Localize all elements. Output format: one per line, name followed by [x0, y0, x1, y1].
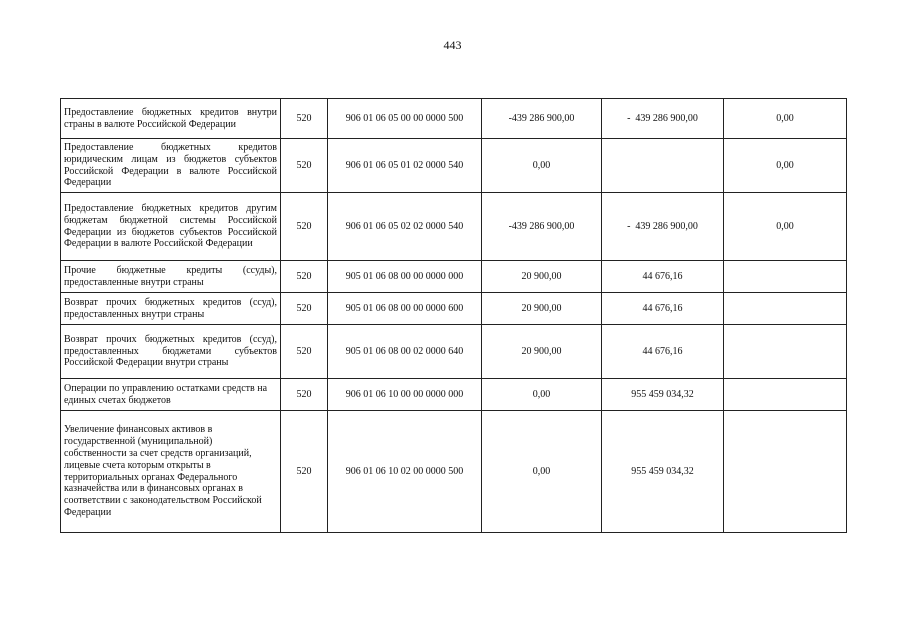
table-row [61, 379, 847, 411]
row-value-2-cell: 955 459 034,32 [602, 411, 724, 533]
row-code-cell: 520 [281, 99, 328, 139]
row-value-3-cell [724, 379, 847, 411]
row-value-2-cell [602, 139, 724, 193]
row-kbk-cell: 905 01 06 08 00 00 0000 000 [328, 261, 482, 293]
row-code-cell: 520 [281, 139, 328, 193]
row-value-3-cell [724, 325, 847, 379]
table-row [61, 139, 847, 193]
row-kbk-cell: 906 01 06 05 02 02 0000 540 [328, 193, 482, 261]
row-name-cell: Предоставление бюджетных кредитов юридическим лицам из бюджетов субъектов Российской Федерации в валюте Российской Федерации [61, 139, 281, 193]
row-kbk-cell: 905 01 06 08 00 02 0000 640 [328, 325, 482, 379]
row-value-2-cell: 955 459 034,32 [602, 379, 724, 411]
row-name-cell: Предоставлеиие бюджетных кредитов внутри страны в валюте Российской Федерации [61, 99, 281, 139]
row-value-1-cell: 0,00 [482, 139, 602, 193]
row-name-cell: Операции по управлению остатками средств на единых счетах бюджетов [61, 379, 281, 411]
row-code-cell: 520 [281, 411, 328, 533]
row-value-3-cell [724, 261, 847, 293]
row-value-1-cell: 20 900,00 [482, 261, 602, 293]
row-value-2-cell: 44 676,16 [602, 325, 724, 379]
row-kbk-cell: 906 01 06 10 00 00 0000 000 [328, 379, 482, 411]
row-value-3-cell: 0,00 [724, 193, 847, 261]
row-kbk-cell: 905 01 06 08 00 00 0000 600 [328, 293, 482, 325]
row-value-2-cell: - 439 286 900,00 [602, 99, 724, 139]
row-code-cell: 520 [281, 293, 328, 325]
row-value-1-cell: -439 286 900,00 [482, 99, 602, 139]
table-row [61, 411, 847, 533]
table-row [61, 293, 847, 325]
row-name-cell: Возврат прочих бюджетных кредитов (ссуд), предоставленных внутри страны [61, 293, 281, 325]
row-value-1-cell: 0,00 [482, 411, 602, 533]
row-code-cell: 520 [281, 261, 328, 293]
row-value-1-cell: 20 900,00 [482, 325, 602, 379]
table-row [61, 99, 847, 139]
row-value-1-cell: -439 286 900,00 [482, 193, 602, 261]
row-code-cell: 520 [281, 325, 328, 379]
row-code-cell: 520 [281, 379, 328, 411]
row-kbk-cell: 906 01 06 10 02 00 0000 500 [328, 411, 482, 533]
row-value-3-cell: 0,00 [724, 139, 847, 193]
row-name-cell: Прочие бюджетные кредиты (ссуды), предоставленные внутри страны [61, 261, 281, 293]
row-code-cell: 520 [281, 193, 328, 261]
table-row [61, 261, 847, 293]
table-row [61, 325, 847, 379]
row-value-3-cell [724, 293, 847, 325]
row-name-cell: Возврат прочих бюджетных кредитов (ссуд), предоставленных бюджетами субъектов Российской Федерации внутри страны [61, 325, 281, 379]
row-value-3-cell: 0,00 [724, 99, 847, 139]
row-value-2-cell: 44 676,16 [602, 293, 724, 325]
budget-table [60, 98, 847, 533]
row-value-2-cell: - 439 286 900,00 [602, 193, 724, 261]
budget-table-body [61, 99, 847, 533]
row-kbk-cell: 906 01 06 05 00 00 0000 500 [328, 99, 482, 139]
page-number: 443 [443, 38, 462, 52]
table-row [61, 193, 847, 261]
row-value-1-cell: 20 900,00 [482, 293, 602, 325]
row-name-cell: Увеличение финансовых активов в государственной (муниципальной) собственности за счет средств организаций, лицевые счета которым открыты в территориальных органах Федерального казначейства или в финансовых органах в соответствии с законодательством Российской Федерации [61, 411, 281, 533]
row-value-3-cell [724, 411, 847, 533]
row-value-2-cell: 44 676,16 [602, 261, 724, 293]
row-kbk-cell: 906 01 06 05 01 02 0000 540 [328, 139, 482, 193]
row-value-1-cell: 0,00 [482, 379, 602, 411]
row-name-cell: Предоставление бюджетных кредитов другим бюджетам бюджетной системы Российской Федерации из бюджетов субъектов Российской Федерации в валюте Российской Федерации [61, 193, 281, 261]
